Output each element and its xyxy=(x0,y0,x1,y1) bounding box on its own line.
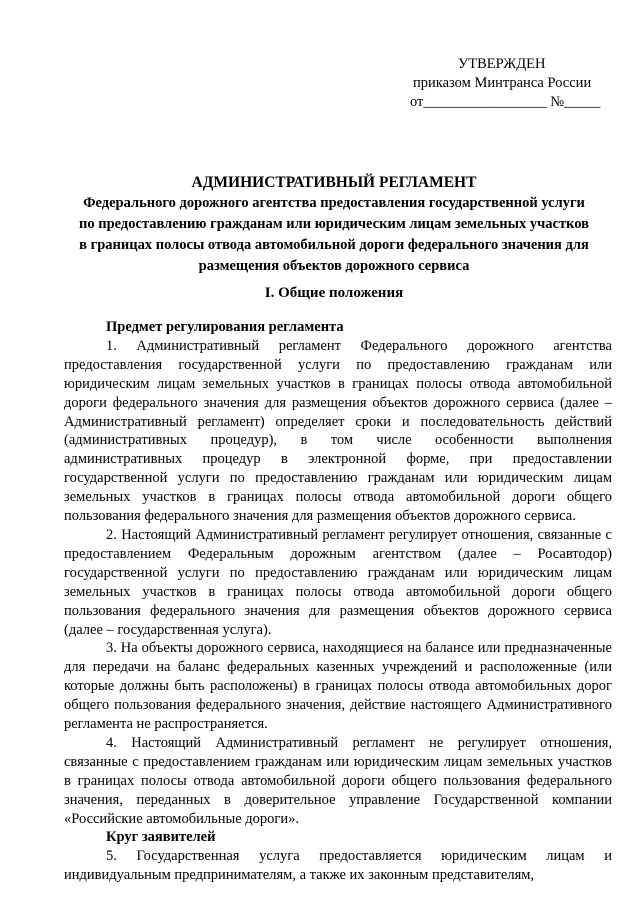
title-line-3: в границах полосы отвода автомобильной дороги федерального значения для xyxy=(79,237,589,253)
paragraph-1: 1. Административный регламент Федерального дорожного агентства предоставления государственной услуги по предоставлению гражданам или юридическим лицам земельных участков в границах полосы отвода автомобильной дороги федерального значения для размещения объектов дорожного сервиса (далее – Административный регламент) определяет сроки и последовательность действий (административных процедур), в том числе особенности выполнения административных процедур в электронной форме, при предоставлении государственной услуги по предоставлению гражданам или юридическим лицам земельных участков в границах полосы отвода автомобильной дороги общего пользования федерального значения для размещения объектов дорожного сервиса. xyxy=(64,337,612,525)
approval-date-number: от_________________ №_____ xyxy=(410,94,601,110)
title-line-1: Федерального дорожного агентства предоставления государственной услуги xyxy=(83,195,585,211)
paragraph-3: 3. На объекты дорожного сервиса, находящиеся на балансе или предназначенные для передачи на баланс федеральных казенных учреждений и расположенные (или которые должны быть расположены) в границах полосы отвода автомобильных дорог общего пользования федерального значения, действие настоящего Административного регламента не распространяется. xyxy=(64,640,612,733)
document-title xyxy=(60,172,608,277)
paragraph-5: 5. Государственная услуга предоставляется юридическим лицам и индивидуальным предпринимателям, а также их законным представителям, xyxy=(64,848,612,884)
subhead-applicants: Круг заявителей xyxy=(106,829,216,846)
paragraph-2: 2. Настоящий Административный регламент регулирует отношения, связанные с предоставлением Федеральным дорожным агентством (далее – Росавтодор) государственной услуги по предоставлению гражданам или юридическим лицам земельных участков в границах полосы отвода автомобильной дороги общего пользования федерального значения для размещения объектов дорожного сервиса (далее – государственная услуга). xyxy=(64,526,612,638)
title-main: АДМИНИСТРАТИВНЫЙ РЕГЛАМЕНТ xyxy=(191,174,477,191)
title-line-4: размещения объектов дорожного сервиса xyxy=(198,258,470,274)
paragraph-4: 4. Настоящий Административный регламент не регулирует отношения, связанные с предоставлением гражданам или юридическим лицам земельных участков в границах полосы отвода автомобильной дороги общего пользования федерального значения, переданных в доверительное управление Государственной компании «Российские автомобильные дороги». xyxy=(64,734,612,827)
subhead-regulation-subject: Предмет регулирования регламента xyxy=(106,319,344,335)
section-heading: I. Общие положения xyxy=(264,285,404,301)
approval-order: приказом Минтранса России xyxy=(413,75,592,91)
title-line-2: по предоставлению гражданам или юридическим лицам земельных участков xyxy=(79,216,589,232)
approval-heading: УТВЕРЖДЕН xyxy=(458,56,546,72)
body-text xyxy=(64,318,612,885)
approval-stamp xyxy=(410,55,610,112)
